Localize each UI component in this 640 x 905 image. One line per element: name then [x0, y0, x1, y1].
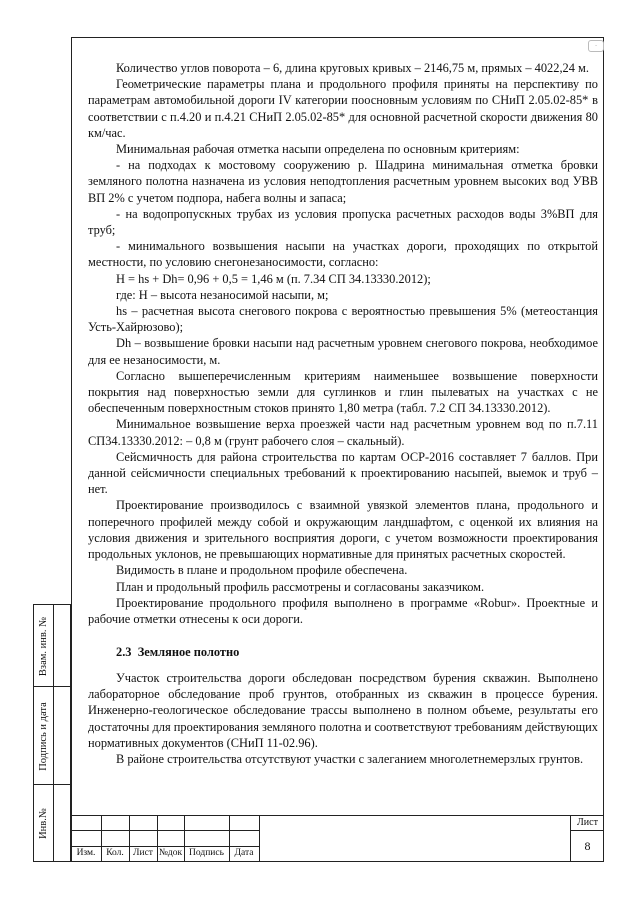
paragraph: План и продольный профиль рассмотрены и согласованы заказчиком. [116, 579, 485, 594]
paragraph: Количество углов поворота – 6, длина круговых кривых – 2146,75 м, прямых – 4022,24 м. [116, 61, 589, 75]
paragraph: Dh – возвышение бровки насыпи над расчетным уровнем снегового покрова, необходимое для ее незаносимости, м. [88, 336, 598, 367]
paragraph: Минимальная рабочая отметка насыпи определена по основным критериям: [116, 142, 520, 157]
margin-cell [34, 605, 70, 687]
title-block [71, 815, 604, 862]
sheet-number: 8 [584, 839, 591, 853]
col-kol: Кол. [106, 848, 124, 858]
paragraph: В районе строительства отсутствуют участки с залеганием многолетнемерзлых грунтов. [116, 752, 584, 767]
paragraph: Геометрические параметры плана и продольного профиля приняты на перспективу по параметрам автомобильной дороги IV категории поосновным условиям по СНиП 2.05.02-85* в соответствии с п.4.20 и п.4.21 СНиП 2.05.02-85* для основной расчетной скорости движения 80 км/час. [88, 77, 598, 140]
margin-cell [34, 687, 70, 785]
paragraph: - на подходах к мостовому сооружению р. Шадрина минимальная отметка бровки земляного полотна назначена из условия неподтопления расчетным уровнем высоких вод УВВ ВП 2% с учетом подпора, набега волны и запаса; [88, 158, 598, 205]
corner-mark-icon: · [588, 40, 604, 52]
paragraph: Сейсмичность для района строительства по картам ОСР-2016 составляет 7 баллов. При данной сейсмичности специальных требований к проектированию насыпей, выемок и труб – нет. [88, 449, 598, 497]
section-number: 2.3 [116, 645, 132, 659]
paragraph: Проектирование продольного профиля выполнено в программе «Robur». Проектные и рабочие отметки отнесены к оси дороги. [88, 595, 598, 626]
inv-podl-label: Инв.№ [38, 807, 49, 839]
paragraph: где: H – высота незаносимой насыпи, м; [116, 287, 329, 302]
paragraph: Участок строительства дороги обследован посредством бурения скважин. Выполнено лабораторное обследование проб грунтов, отобранных из скважин в процессе бурения. Инженерно-геологическое обследование трассы выполнено в полном объеме, результаты его достаточны для проектирования земляного полотна и соответствуют требованиям действующих нормативных документов (СНиП 11-02.96). [88, 671, 598, 750]
section-heading [116, 645, 239, 660]
paragraph: hs – расчетная высота снегового покрова с вероятностью превышения 5% (метеостанция Усть-Хайрюзово); [88, 304, 598, 335]
margin-stamp [33, 604, 71, 862]
body-text [88, 60, 598, 627]
paragraph: Видимость в плане и продольном профиле обеспечена. [116, 563, 408, 578]
paragraph: Проектирование производилось с взаимной увязкой элементов плана, продольного и поперечного профилей между собой и окружающим ландшафтом, с оценкой их влияния на условия движения и зрительного восприятия дороги, с учетом возможности проектирования продольных уклонов, не превышающих нормативные для принятых расчетных скоростей. [88, 498, 598, 562]
sheet-label: Лист [577, 817, 598, 828]
paragraph: Минимальное возвышение верха проезжей части над расчетным уровнем вод по п.7.11 СП34.13330.2012: – 0,8 м (грунт рабочего слоя – скальный). [88, 417, 598, 448]
signature-date-label: Подпись и дата [38, 701, 50, 771]
section-body [88, 670, 598, 767]
paragraph: Согласно вышеперечисленным критериям наименьшее возвышение поверхности покрытия над поверхностью земли для суглинков и глин пылеватых на участках с не обеспеченным поверхностным стоков принято 1,80 метра (табл. 7.2 СП 34.13330.2012). [88, 368, 598, 416]
vzam-inv-label: Взам. инв. № [38, 616, 50, 676]
col-ndok: №док [158, 848, 183, 858]
margin-cell [34, 785, 70, 861]
col-izm: Изм. [76, 848, 96, 858]
col-list: Лист [133, 848, 153, 858]
formula: H = hs + Dh= 0,96 + 0,5 = 1,46 м (п. 7.34 СП 34.13330.2012); [116, 271, 431, 286]
col-podpis: Подпись [189, 848, 224, 858]
sheet-box [570, 815, 604, 862]
paragraph: - на водопропускных трубах из условия пропуска расчетных расходов воды 3%ВП для труб; [88, 206, 598, 238]
revision-grid [71, 815, 260, 862]
section-title: Земляное полотно [137, 645, 240, 659]
paragraph: - минимального возвышения насыпи на участках дороги, проходящих по открытой местности, по условию снегонезаносимости, согласно: [88, 239, 598, 270]
col-data: Дата [234, 848, 254, 858]
